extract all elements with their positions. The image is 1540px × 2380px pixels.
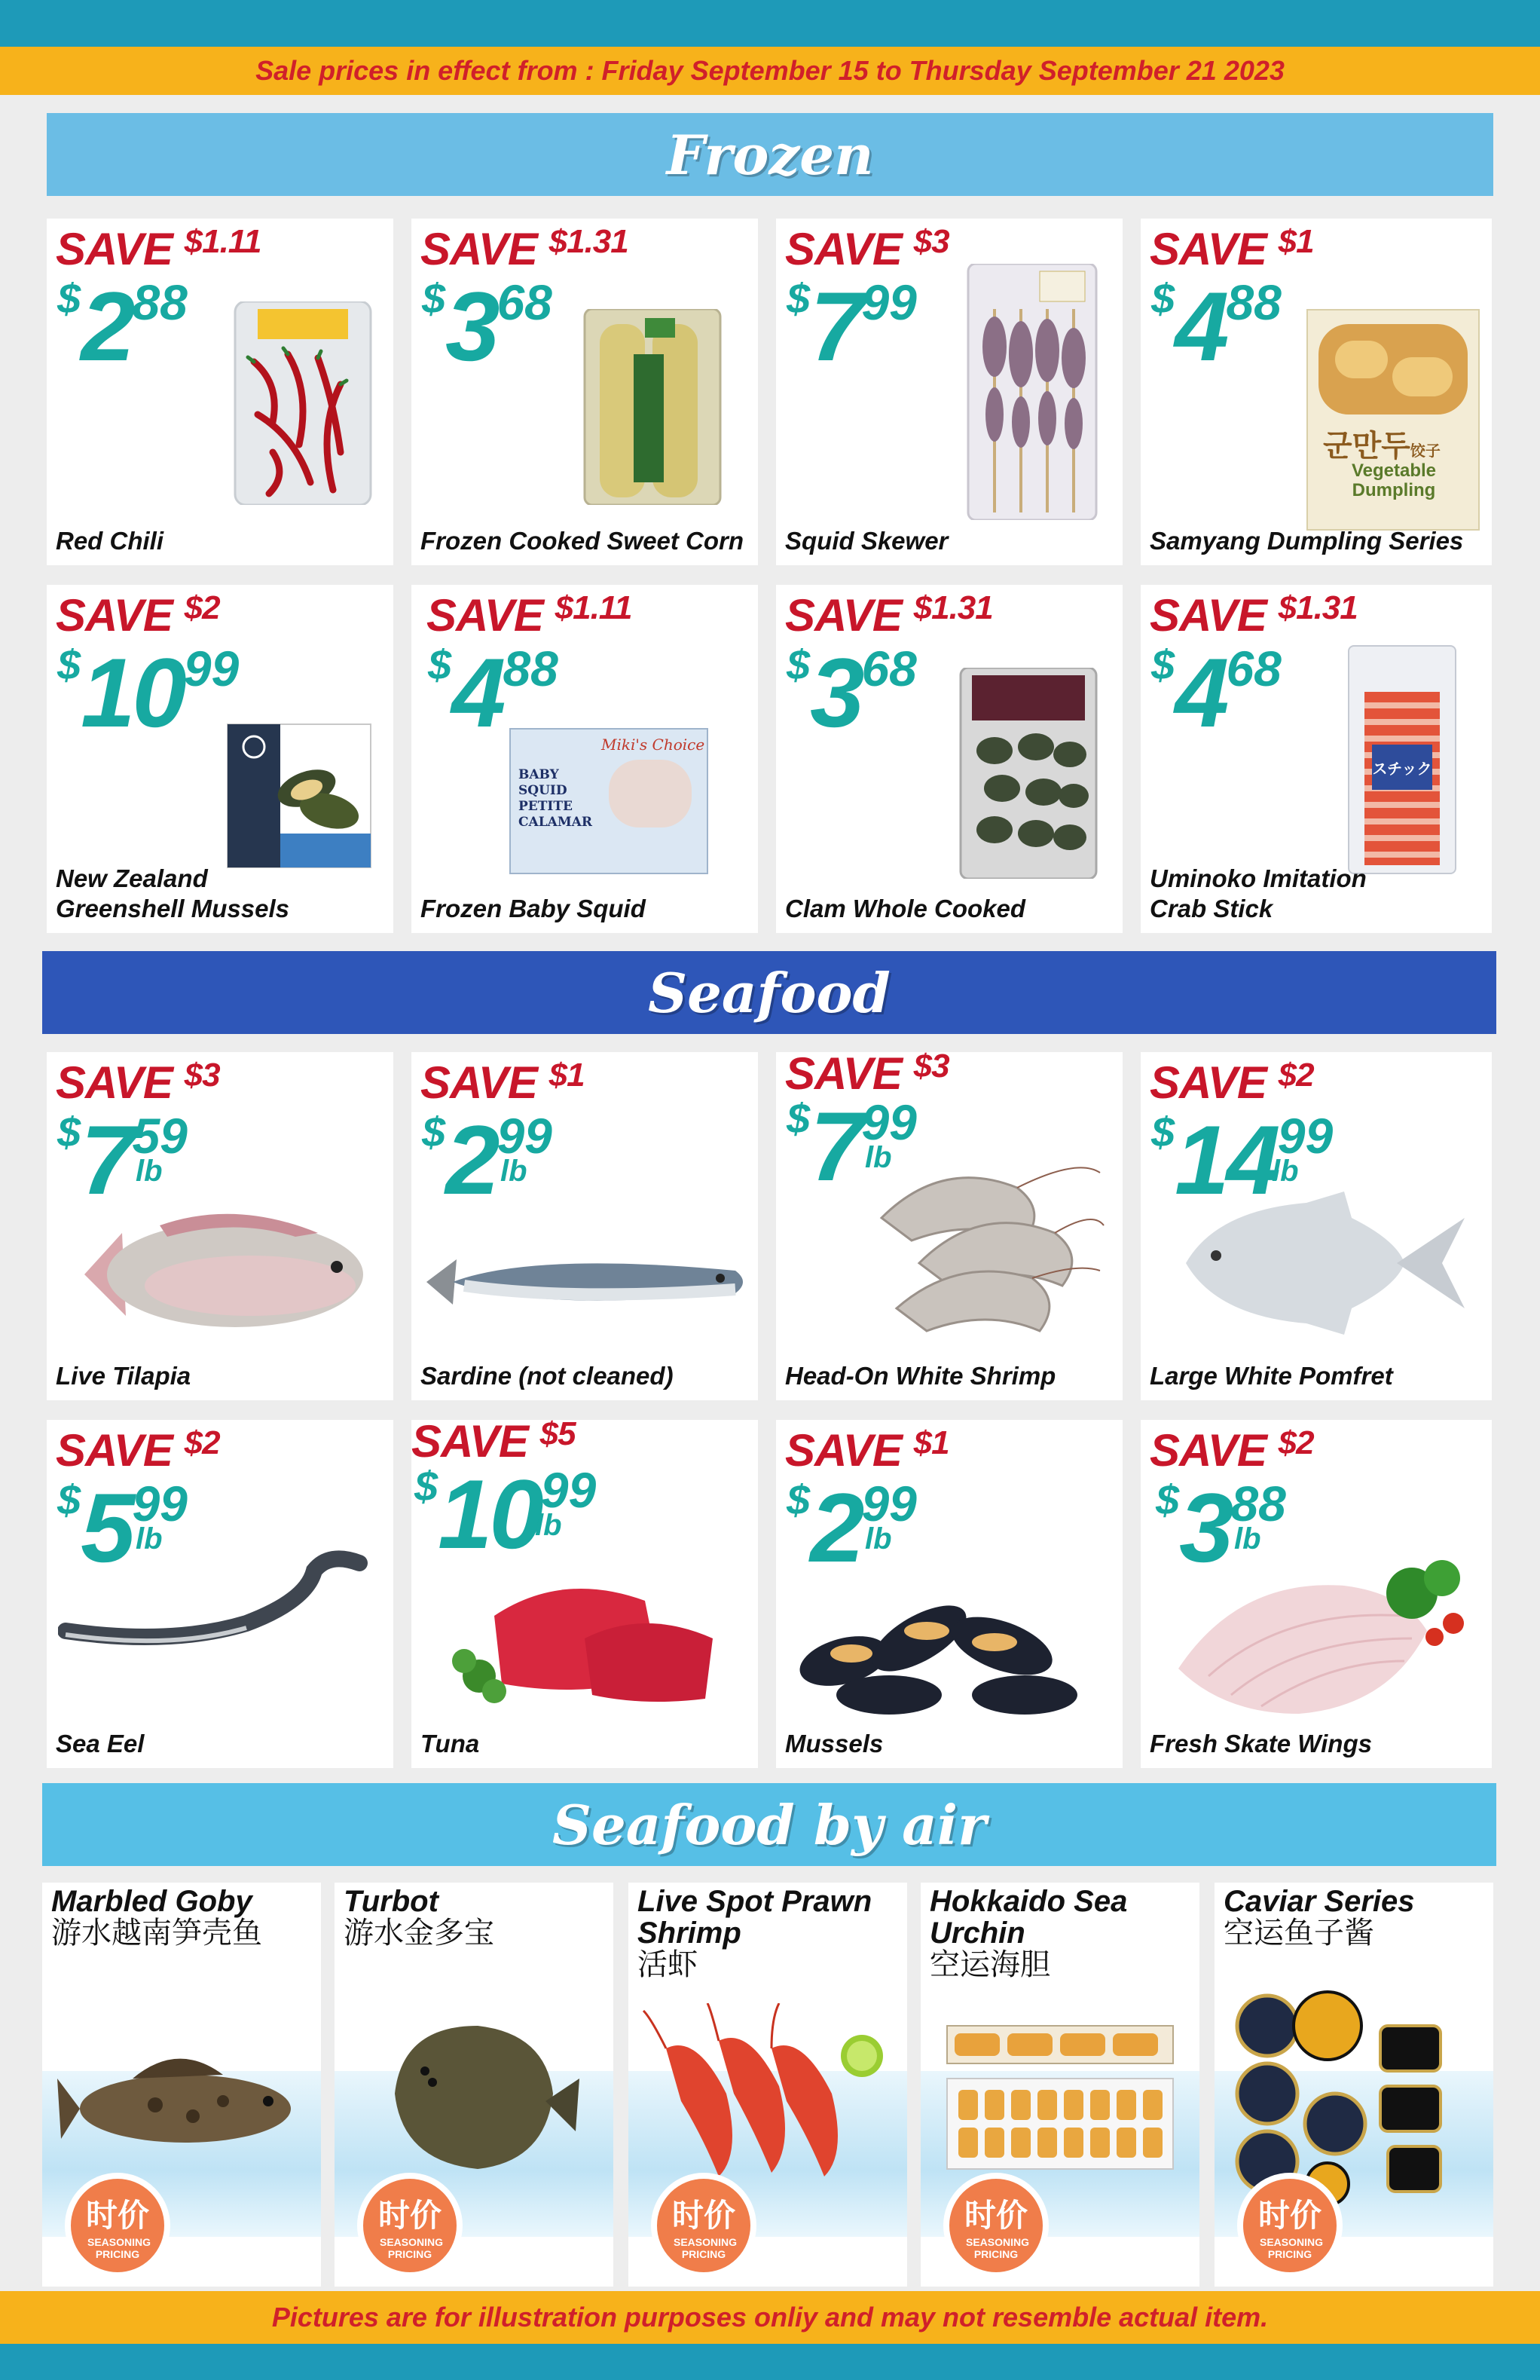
save-label: SAVE $^{\$2}$: [56, 589, 220, 641]
unit-lb: lb: [535, 1509, 562, 1542]
product-card-greenshell-mussels[interactable]: [47, 585, 393, 933]
bottom-banner: [0, 2344, 1540, 2380]
price: $368: [787, 638, 917, 748]
dumpling-ko-text: 군만두: [1323, 429, 1410, 463]
price: $468: [1151, 638, 1282, 748]
sale-dates-text: Sale prices in effect from : Friday September 15 to Thursday September 21 2023: [255, 55, 1285, 86]
unit-lb: lb: [500, 1155, 527, 1188]
dumpling-en-text: Vegetable Dumpling: [1351, 460, 1437, 500]
product-card-mussels[interactable]: [776, 1420, 1123, 1768]
save-label: SAVE $^{\$1.31}$: [420, 223, 628, 274]
squid-brand-text: Miki's Choice: [601, 736, 705, 754]
turbot-image: [372, 2011, 583, 2184]
seasonal-price-badge: 时价 SEASONING PRICING: [651, 2173, 756, 2278]
save-label: SAVE $^{\$2}$: [1150, 1424, 1314, 1476]
unit-lb: lb: [1234, 1522, 1261, 1556]
seasonal-price-badge: 时价 SEASONING PRICING: [943, 2173, 1049, 2278]
product-card-sea-eel[interactable]: [47, 1420, 393, 1768]
price: $488: [428, 638, 558, 748]
air-card-sea-urchin[interactable]: [921, 1883, 1199, 2287]
price: $368: [422, 271, 552, 381]
unit-lb: lb: [1272, 1155, 1299, 1188]
save-label: SAVE $^{\$1}$: [785, 1424, 949, 1476]
sea-eel-image: [58, 1540, 374, 1661]
unit-lb: lb: [865, 1522, 892, 1556]
product-card-samyang-dumpling[interactable]: [1141, 219, 1492, 565]
section-air-title: Seafood by air: [552, 1792, 987, 1857]
tilapia-image: [69, 1203, 386, 1346]
save-label: SAVE $^{\$1}$: [1150, 223, 1314, 274]
product-name: Frozen Baby Squid: [420, 895, 646, 922]
skate-wings-image: [1163, 1533, 1480, 1721]
mussels-image: [784, 1556, 1100, 1721]
save-label: SAVE $^{\$1.31}$: [1150, 589, 1358, 641]
section-seafood-header: [42, 951, 1496, 1034]
air-product-name: Live Spot Prawn Shrimp 活虾: [637, 1885, 872, 1981]
seasonal-price-badge: 时价 SEASONING PRICING: [65, 2173, 170, 2278]
product-name: Mussels: [785, 1730, 884, 1757]
air-card-turbot[interactable]: [335, 1883, 613, 2287]
clam-image: [957, 668, 1100, 879]
dumpling-package-image: [1306, 309, 1480, 531]
disclaimer-text: Pictures are for illustration purposes onliy and may not resemble actual item.: [271, 2302, 1269, 2333]
product-card-baby-squid[interactable]: [411, 585, 758, 933]
product-name: New Zealand Greenshell Mussels: [56, 864, 289, 922]
product-card-crab-stick[interactable]: [1141, 585, 1492, 933]
disclaimer-bar: [0, 2291, 1540, 2344]
product-card-tuna[interactable]: [411, 1420, 758, 1768]
top-banner: [0, 0, 1540, 47]
pomfret-image: [1171, 1188, 1472, 1338]
air-product-name: Caviar Series 空运鱼子酱: [1224, 1885, 1415, 1950]
product-name: Red Chili: [56, 527, 164, 555]
product-name: Live Tilapia: [56, 1362, 191, 1390]
save-label: SAVE $^{\$3}$: [785, 1052, 949, 1099]
price: $799 lb: [787, 1091, 917, 1201]
sale-dates-bar: [0, 47, 1540, 95]
save-label: SAVE $^{\$1.11}$: [56, 223, 261, 274]
product-card-sweet-corn[interactable]: [411, 219, 758, 565]
product-name: Head-On White Shrimp: [785, 1362, 1056, 1390]
price: $388 lb: [1156, 1473, 1286, 1583]
product-card-clam[interactable]: [776, 585, 1123, 933]
spot-prawn-image: [636, 2003, 900, 2192]
product-name: Large White Pomfret: [1150, 1362, 1393, 1390]
air-card-marbled-goby[interactable]: [42, 1883, 321, 2287]
price: $299 lb: [787, 1473, 917, 1583]
crab-stick-image: [1348, 645, 1456, 874]
product-card-skate-wings[interactable]: [1141, 1420, 1492, 1768]
save-label: SAVE $^{\$3}$: [56, 1057, 220, 1108]
section-air-header: [42, 1783, 1496, 1866]
product-name: Frozen Cooked Sweet Corn: [420, 527, 744, 555]
save-label: SAVE $^{\$2}$: [1150, 1057, 1314, 1108]
price: $759 lb: [57, 1105, 188, 1215]
air-product-name: Marbled Goby 游水越南笋壳鱼: [51, 1885, 262, 1950]
section-frozen-header: [47, 113, 1493, 196]
product-card-live-tilapia[interactable]: [47, 1052, 393, 1400]
save-label: SAVE $^{\$5}$: [411, 1420, 576, 1467]
air-product-name: Hokkaido Sea Urchin 空运海胆: [930, 1885, 1128, 1981]
product-name: Tuna: [420, 1730, 480, 1757]
sardine-image: [419, 1240, 758, 1323]
save-label: SAVE $^{\$1}$: [420, 1057, 585, 1108]
price: $299 lb: [422, 1105, 552, 1215]
product-name: Squid Skewer: [785, 527, 949, 555]
air-card-spot-prawn[interactable]: [628, 1883, 907, 2287]
section-frozen-title: Frozen: [666, 122, 874, 187]
product-card-red-chili[interactable]: [47, 219, 393, 565]
save-label: SAVE $^{\$1.11}$: [426, 589, 632, 641]
tuna-image: [434, 1556, 735, 1706]
air-card-caviar[interactable]: [1215, 1883, 1493, 2287]
save-label: SAVE $^{\$1.31}$: [785, 589, 993, 641]
seasonal-price-badge: 时价 SEASONING PRICING: [1237, 2173, 1343, 2278]
price: $1099: [57, 638, 240, 748]
seasonal-price-badge: 时价 SEASONING PRICING: [357, 2173, 463, 2278]
product-card-white-shrimp[interactable]: [776, 1052, 1123, 1400]
white-shrimp-image: [851, 1143, 1108, 1354]
caviar-image: [1222, 1981, 1486, 2207]
air-product-name: Turbot 游水金多宝: [344, 1885, 494, 1950]
save-label: SAVE $^{\$3}$: [785, 223, 949, 274]
product-name: Uminoko Imitation Crab Stick: [1150, 864, 1367, 922]
price: $599 lb: [57, 1473, 188, 1583]
price: $1099 lb: [414, 1459, 597, 1569]
squid-skewer-image: [964, 264, 1100, 520]
section-seafood-title: Seafood: [648, 960, 891, 1025]
red-chili-image: [228, 301, 378, 505]
price: $488: [1151, 271, 1282, 381]
sea-urchin-image: [932, 2018, 1188, 2184]
price: $799: [787, 271, 917, 381]
save-label: SAVE $^{\$2}$: [56, 1424, 220, 1476]
product-name: Clam Whole Cooked: [785, 895, 1026, 922]
unit-lb: lb: [136, 1522, 163, 1556]
unit-lb: lb: [136, 1155, 163, 1188]
product-name: Samyang Dumpling Series: [1150, 527, 1464, 555]
sweet-corn-image: [577, 309, 728, 505]
greenshell-mussels-image: [224, 720, 374, 871]
price: $1499 lb: [1151, 1105, 1334, 1215]
unit-lb: lb: [865, 1141, 892, 1174]
crab-jp-text: スチック: [1372, 745, 1432, 790]
squid-box-text: BABY SQUID PETITE CALAMAR: [518, 767, 592, 830]
product-name: Sea Eel: [56, 1730, 145, 1757]
price: $288: [57, 271, 188, 381]
goby-image: [57, 2033, 313, 2169]
product-name: Sardine (not cleaned): [420, 1362, 674, 1390]
dumpling-cn-text: 饺子: [1410, 442, 1441, 460]
product-name: Fresh Skate Wings: [1150, 1730, 1372, 1757]
product-card-sardine[interactable]: [411, 1052, 758, 1400]
product-card-white-pomfret[interactable]: [1141, 1052, 1492, 1400]
baby-squid-box-image: [509, 728, 708, 874]
product-card-squid-skewer[interactable]: [776, 219, 1123, 565]
